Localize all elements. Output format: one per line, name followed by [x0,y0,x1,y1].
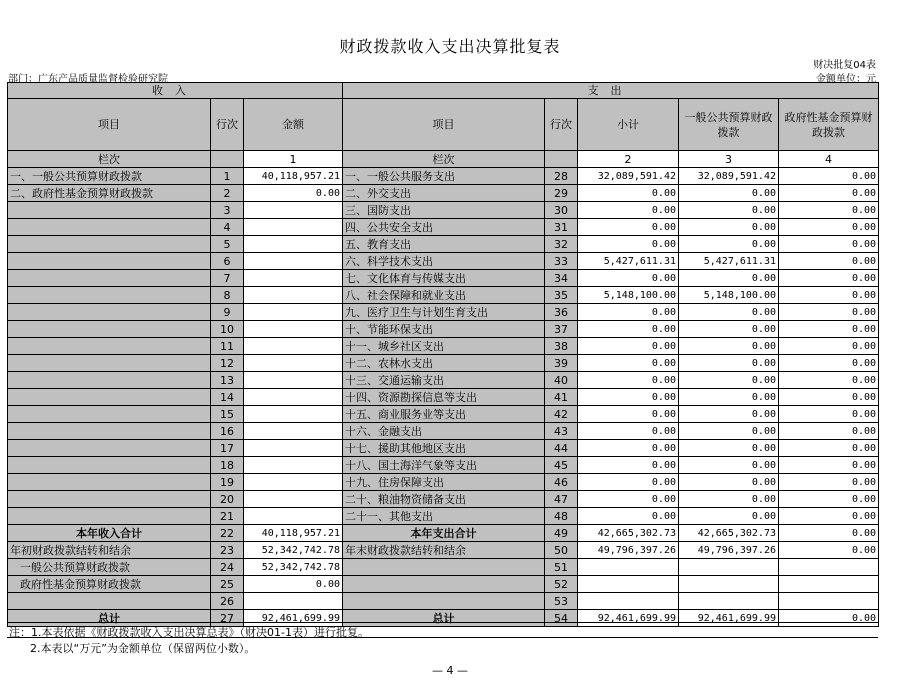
expense-general: 0.00 [679,202,779,219]
page-title: 财政拨款收入支出决算批复表 [339,37,561,56]
expense-row-no: 40 [545,372,578,389]
expense-subtotal [578,559,679,576]
income-item: 二、政府性基金预算财政拨款 [8,185,211,202]
income-item [8,304,211,321]
expense-subtotal: 0.00 [578,185,679,202]
income-item [8,406,211,423]
total-row [8,525,879,542]
expense-fund: 0.00 [779,610,879,627]
expense-fund: 0.00 [779,253,879,270]
expense-item: 年末财政拨款结转和结余 [343,542,545,559]
expense-general: 0.00 [679,304,779,321]
income-row-no: 26 [211,593,244,610]
expense-fund [779,559,879,576]
table-row [8,253,879,270]
income-item: 本年收入合计 [8,525,211,542]
expense-fund [779,593,879,610]
income-item [8,287,211,304]
expense-subtotal: 0.00 [578,202,679,219]
expense-general: 0.00 [679,406,779,423]
expense-subtotal: 0.00 [578,219,679,236]
expense-item: 十九、住房保障支出 [343,474,545,491]
total-row [8,593,879,610]
income-amount: 92,461,699.99 [244,610,343,627]
expense-subtotal [578,576,679,593]
expense-row-no: 36 [545,304,578,321]
expense-row-no: 48 [545,508,578,525]
expense-item: 五、教育支出 [343,236,545,253]
expense-general: 0.00 [679,440,779,457]
expense-general: 0.00 [679,474,779,491]
expense-row-no: 35 [545,287,578,304]
section-header-row [8,83,879,99]
expense-row-no: 51 [545,559,578,576]
expense-item: 十、节能环保支出 [343,321,545,338]
expense-general: 92,461,699.99 [679,610,779,627]
income-amount: 0.00 [244,185,343,202]
column-header-row [8,99,879,151]
income-amount: 52,342,742.78 [244,559,343,576]
income-row-no: 1 [211,168,244,185]
income-item [8,270,211,287]
expense-general: 0.00 [679,457,779,474]
expense-row-no: 49 [545,525,578,542]
income-amount [244,440,343,457]
income-amount [244,491,343,508]
income-row-no: 10 [211,321,244,338]
expense-fund: 0.00 [779,542,879,559]
expense-item: 总计 [343,610,545,627]
expense-row-no: 41 [545,389,578,406]
income-item [8,508,211,525]
income-amount [244,287,343,304]
expense-fund: 0.00 [779,389,879,406]
expense-general [679,576,779,593]
income-item [8,253,211,270]
expense-subtotal: 0.00 [578,457,679,474]
expense-fund: 0.00 [779,270,879,287]
expense-fund: 0.00 [779,355,879,372]
income-item [8,389,211,406]
expense-item: 二十、粮油物资储备支出 [343,491,545,508]
expense-general: 0.00 [679,423,779,440]
income-row-no: 14 [211,389,244,406]
income-row-no: 13 [211,372,244,389]
table-row [8,491,879,508]
income-row-no: 23 [211,542,244,559]
expense-row-no: 34 [545,270,578,287]
page-number: — 4 — [432,664,468,677]
expense-item: 十三、交通运输支出 [343,372,545,389]
income-item [8,423,211,440]
header-subtotal: 小计 [578,99,679,151]
expense-subtotal: 0.00 [578,270,679,287]
income-amount [244,219,343,236]
expense-row-no: 53 [545,593,578,610]
income-amount [244,253,343,270]
expense-row-no: 44 [545,440,578,457]
header-out-row: 行次 [545,99,578,151]
lanci-in: 栏次 [8,151,211,168]
table-row [8,219,879,236]
income-row-no: 18 [211,457,244,474]
expense-general: 0.00 [679,355,779,372]
expense-subtotal: 0.00 [578,423,679,440]
table-row [8,202,879,219]
expense-subtotal: 49,796,397.26 [578,542,679,559]
expense-subtotal: 5,148,100.00 [578,287,679,304]
expense-fund: 0.00 [779,372,879,389]
expense-general [679,593,779,610]
expense-item [343,559,545,576]
note-2: 2.本表以“万元”为金额单位（保留两位小数）。 [30,642,256,655]
col-1: 1 [244,151,343,168]
income-row-no: 15 [211,406,244,423]
expense-item: 六、科学技术支出 [343,253,545,270]
income-amount [244,338,343,355]
department-label: 部门：广东产品质量监督检验研究院 [8,74,168,85]
expense-general: 5,148,100.00 [679,287,779,304]
table-row [8,440,879,457]
expense-item: 十七、援助其他地区支出 [343,440,545,457]
income-amount: 52,342,742.78 [244,542,343,559]
income-row-no: 12 [211,355,244,372]
income-amount [244,423,343,440]
table-row [8,185,879,202]
income-row-no: 21 [211,508,244,525]
income-item: 总计 [8,610,211,627]
table-row [8,508,879,525]
table-row [8,406,879,423]
expense-fund: 0.00 [779,219,879,236]
expense-row-no: 33 [545,253,578,270]
expense-fund: 0.00 [779,491,879,508]
expense-row-no: 29 [545,185,578,202]
expense-general: 0.00 [679,389,779,406]
expense-subtotal: 0.00 [578,321,679,338]
note-1: 注：1.本表依据《财政拨款收入支出决算总表》（财决01-1表）进行批复。 [7,622,878,638]
expense-subtotal: 0.00 [578,372,679,389]
income-item [8,457,211,474]
table-row [8,270,879,287]
income-amount [244,321,343,338]
income-amount [244,389,343,406]
expense-general: 0.00 [679,270,779,287]
expense-subtotal: 92,461,699.99 [578,610,679,627]
expense-row-no: 28 [545,168,578,185]
expense-general: 0.00 [679,321,779,338]
form-number: 财决批复04表 [813,60,876,71]
expense-general: 0.00 [679,219,779,236]
expense-item: 四、公共安全支出 [343,219,545,236]
income-row-no: 20 [211,491,244,508]
expense-section: 支出 [343,83,879,99]
expense-fund [779,576,879,593]
expense-fund: 0.00 [779,185,879,202]
expense-general: 0.00 [679,236,779,253]
income-item: 年初财政拨款结转和结余 [8,542,211,559]
income-item [8,236,211,253]
income-item: 政府性基金预算财政拨款 [8,576,211,593]
column-number-row [8,151,879,168]
income-row-no: 7 [211,270,244,287]
expense-fund: 0.00 [779,338,879,355]
income-item [8,202,211,219]
header-in-row: 行次 [211,99,244,151]
expense-fund: 0.00 [779,423,879,440]
table-row [8,372,879,389]
expense-item: 十五、商业服务业等支出 [343,406,545,423]
total-row [8,542,879,559]
expense-subtotal: 0.00 [578,406,679,423]
income-row-no: 25 [211,576,244,593]
income-item [8,321,211,338]
table-row [8,304,879,321]
expense-fund: 0.00 [779,474,879,491]
expense-subtotal: 42,665,302.73 [578,525,679,542]
income-amount [244,202,343,219]
header-fund: 政府性基金预算财政拨款 [779,99,879,151]
expense-row-no: 32 [545,236,578,253]
expense-fund: 0.00 [779,508,879,525]
income-amount [244,372,343,389]
expense-row-no: 45 [545,457,578,474]
income-row-no: 5 [211,236,244,253]
expense-general: 42,665,302.73 [679,525,779,542]
income-amount: 40,118,957.21 [244,168,343,185]
expense-row-no: 38 [545,338,578,355]
expense-fund: 0.00 [779,168,879,185]
table-row [8,423,879,440]
expense-item: 九、医疗卫生与计划生育支出 [343,304,545,321]
expense-row-no: 42 [545,406,578,423]
expense-item: 十八、国土海洋气象等支出 [343,457,545,474]
table-row [8,168,879,185]
expense-general: 0.00 [679,372,779,389]
table-row [8,321,879,338]
income-item [8,440,211,457]
table-row [8,338,879,355]
expense-fund: 0.00 [779,321,879,338]
expense-subtotal: 0.00 [578,304,679,321]
income-row-no: 6 [211,253,244,270]
income-row-no: 24 [211,559,244,576]
approval-table [7,82,879,627]
income-row-no: 2 [211,185,244,202]
expense-subtotal: 0.00 [578,491,679,508]
expense-subtotal: 0.00 [578,236,679,253]
unit-label: 金额单位：元 [816,74,876,85]
income-row-no: 8 [211,287,244,304]
expense-item: 二、外交支出 [343,185,545,202]
expense-row-no: 46 [545,474,578,491]
expense-item: 七、文化体育与传媒支出 [343,270,545,287]
lanci-out-no [545,151,578,168]
total-row [8,576,879,593]
expense-subtotal: 0.00 [578,508,679,525]
expense-row-no: 31 [545,219,578,236]
expense-subtotal [578,593,679,610]
income-amount [244,508,343,525]
col-4: 4 [779,151,879,168]
expense-row-no: 37 [545,321,578,338]
lanci-in-no [211,151,244,168]
header-out-item: 项目 [343,99,545,151]
income-amount: 40,118,957.21 [244,525,343,542]
expense-row-no: 43 [545,423,578,440]
table-row [8,474,879,491]
table-row [8,389,879,406]
col-3: 3 [679,151,779,168]
expense-subtotal: 32,089,591.42 [578,168,679,185]
income-item [8,338,211,355]
header-amount: 金额 [244,99,343,151]
col-2: 2 [578,151,679,168]
expense-item: 十六、金融支出 [343,423,545,440]
income-item [8,474,211,491]
expense-subtotal: 0.00 [578,474,679,491]
expense-subtotal: 0.00 [578,440,679,457]
income-row-no: 3 [211,202,244,219]
expense-general: 49,796,397.26 [679,542,779,559]
income-item [8,219,211,236]
table-row [8,287,879,304]
expense-row-no: 50 [545,542,578,559]
expense-subtotal: 0.00 [578,355,679,372]
expense-general: 32,089,591.42 [679,168,779,185]
income-item [8,372,211,389]
income-item: 一、一般公共预算财政拨款 [8,168,211,185]
expense-row-no: 52 [545,576,578,593]
income-amount [244,236,343,253]
header-in-item: 项目 [8,99,211,151]
expense-item [343,593,545,610]
table-row [8,236,879,253]
income-amount [244,593,343,610]
expense-row-no: 30 [545,202,578,219]
expense-general: 5,427,611.31 [679,253,779,270]
expense-item: 十二、农林水支出 [343,355,545,372]
expense-general: 0.00 [679,508,779,525]
income-amount [244,355,343,372]
expense-general: 0.00 [679,338,779,355]
income-row-no: 11 [211,338,244,355]
income-row-no: 22 [211,525,244,542]
expense-subtotal: 0.00 [578,338,679,355]
expense-row-no: 54 [545,610,578,627]
income-row-no: 27 [211,610,244,627]
income-amount: 0.00 [244,576,343,593]
income-row-no: 9 [211,304,244,321]
expense-fund: 0.00 [779,287,879,304]
expense-item: 八、社会保障和就业支出 [343,287,545,304]
expense-general: 0.00 [679,185,779,202]
expense-item: 十一、城乡社区支出 [343,338,545,355]
expense-fund: 0.00 [779,202,879,219]
expense-item: 本年支出合计 [343,525,545,542]
header-general: 一般公共预算财政拨款 [679,99,779,151]
expense-general: 0.00 [679,491,779,508]
expense-item: 二十一、其他支出 [343,508,545,525]
expense-subtotal: 5,427,611.31 [578,253,679,270]
expense-general [679,559,779,576]
expense-fund: 0.00 [779,406,879,423]
income-item: 一般公共预算财政拨款 [8,559,211,576]
income-row-no: 16 [211,423,244,440]
expense-item: 三、国防支出 [343,202,545,219]
income-row-no: 4 [211,219,244,236]
expense-item: 一、一般公共服务支出 [343,168,545,185]
expense-fund: 0.00 [779,525,879,542]
income-item [8,491,211,508]
income-row-no: 17 [211,440,244,457]
expense-item [343,576,545,593]
table-row [8,457,879,474]
income-amount [244,304,343,321]
table-row [8,355,879,372]
income-item [8,593,211,610]
income-amount [244,457,343,474]
expense-item: 十四、资源勘探信息等支出 [343,389,545,406]
lanci-out: 栏次 [343,151,545,168]
expense-fund: 0.00 [779,457,879,474]
income-section: 收入 [8,83,343,99]
expense-fund: 0.00 [779,440,879,457]
income-row-no: 19 [211,474,244,491]
income-item [8,355,211,372]
expense-fund: 0.00 [779,236,879,253]
total-row [8,559,879,576]
income-amount [244,474,343,491]
expense-row-no: 47 [545,491,578,508]
income-amount [244,270,343,287]
income-amount [244,406,343,423]
expense-fund: 0.00 [779,304,879,321]
expense-subtotal: 0.00 [578,389,679,406]
expense-row-no: 39 [545,355,578,372]
